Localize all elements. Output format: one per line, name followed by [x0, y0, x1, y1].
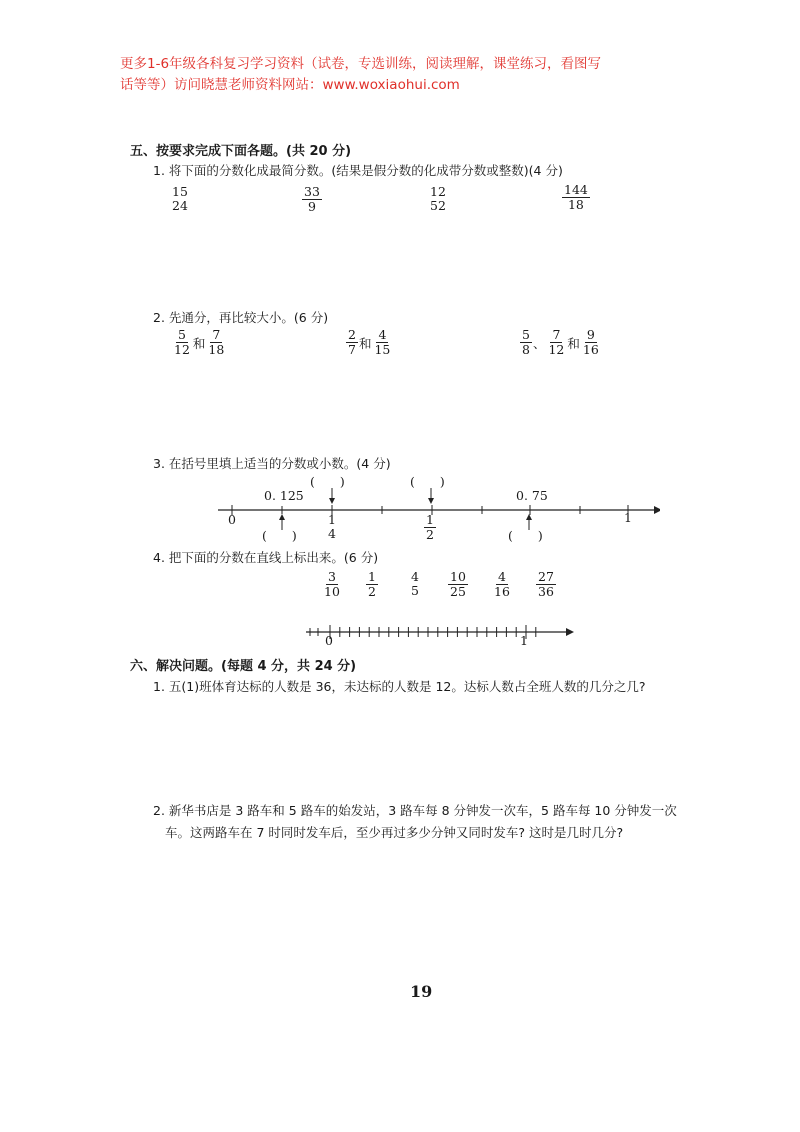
q3-blank-bottom-1: ( ) — [262, 528, 297, 543]
q4-prompt: 4. 把下面的分数在直线上标出来。(6 分) — [153, 550, 379, 565]
banner-line-1: 更多1-6年级各科复习学习资料（试卷，专选训练，阅读理解，课堂练习，看图写 — [120, 56, 602, 72]
q2-group-3: $\frac{5}{8}$ 、 $\frac{7}{12}$ 和 $\frac{9}{16}$ — [522, 327, 599, 357]
q3-down-arrow-head — [329, 498, 335, 504]
q4-axis-arrowhead — [566, 628, 574, 636]
q3-label-075: 0. 75 — [516, 488, 548, 503]
section-5-title: 五、按要求完成下面各题。(共 20 分) — [130, 144, 352, 159]
q4-fraction-6: $\frac{27}{36}$ — [538, 569, 554, 599]
q2-group-2: $\frac{2}{7}$ 和 $\frac{4}{15}$ — [348, 327, 391, 357]
q4-label-1: 1 — [520, 633, 528, 648]
q3-label-half: $\frac{1}{2}$ — [426, 512, 434, 542]
banner-line-2: 话等等）访问晓慧老师资料网站：www.woxiaohui.com — [120, 77, 460, 93]
q4-fraction-3: 4 5 — [411, 569, 419, 598]
q4-fraction-2: $\frac{1}{2}$ — [368, 569, 376, 599]
q3-axis-arrowhead — [654, 506, 660, 514]
q3-label-quarter: 1 4 — [328, 512, 336, 541]
q1-fraction-3: 12 52 — [430, 184, 446, 213]
page-number: 19 — [410, 982, 433, 1001]
q3-label-0: 0 — [228, 512, 236, 527]
q4-number-line — [300, 620, 576, 644]
q3-label-1: 1 — [624, 510, 632, 525]
s6-q2-line-1: 2. 新华书店是 3 路车和 5 路车的始发站，3 路车每 8 分钟发一次车，5 路车每 10 分钟发一次 — [153, 803, 677, 818]
q2-group-1: $\frac{5}{12}$ 和 $\frac{7}{18}$ — [174, 327, 225, 357]
q2-prompt: 2. 先通分，再比较大小。(6 分) — [153, 310, 329, 325]
q3-blank-top-1: ( ) — [310, 474, 345, 489]
q4-label-0: 0 — [325, 633, 333, 648]
section-6-title: 六、解决问题。(每题 4 分，共 24 分) — [130, 659, 357, 674]
q1-fraction-2: $\frac{33}{9}$ — [304, 184, 320, 214]
q4-fraction-4: $\frac{10}{25}$ — [450, 569, 466, 599]
q3-label-0125: 0. 125 — [264, 488, 304, 503]
q3-up-arrow-head — [279, 514, 285, 520]
s6-q2-line-2: 车。这两路车在 7 时同时发车后，至少再过多少分钟又同时发车? 这时是几时几分? — [165, 825, 624, 840]
q3-blank-top-2: ( ) — [410, 474, 445, 489]
website-banner — [120, 54, 700, 96]
s6-q1: 1. 五(1)班体育达标的人数是 36，未达标的人数是 12。达标人数占全班人数的几分之几? — [153, 679, 646, 694]
q1-fraction-4: $\frac{144}{18}$ — [564, 182, 588, 212]
q3-blank-bottom-2: ( ) — [508, 528, 543, 543]
q3-down-arrow-head — [428, 498, 434, 504]
q1-prompt: 1. 将下面的分数化成最简分数。(结果是假分数的化成带分数或整数)(4 分) — [153, 163, 563, 178]
q4-fraction-5: $\frac{4}{16}$ — [494, 569, 510, 599]
q3-up-arrow-head — [526, 514, 532, 520]
q3-prompt: 3. 在括号里填上适当的分数或小数。(4 分) — [153, 456, 391, 471]
q4-fraction-1: $\frac{3}{10}$ — [324, 569, 340, 599]
q1-fraction-1: 15 24 — [172, 184, 188, 213]
